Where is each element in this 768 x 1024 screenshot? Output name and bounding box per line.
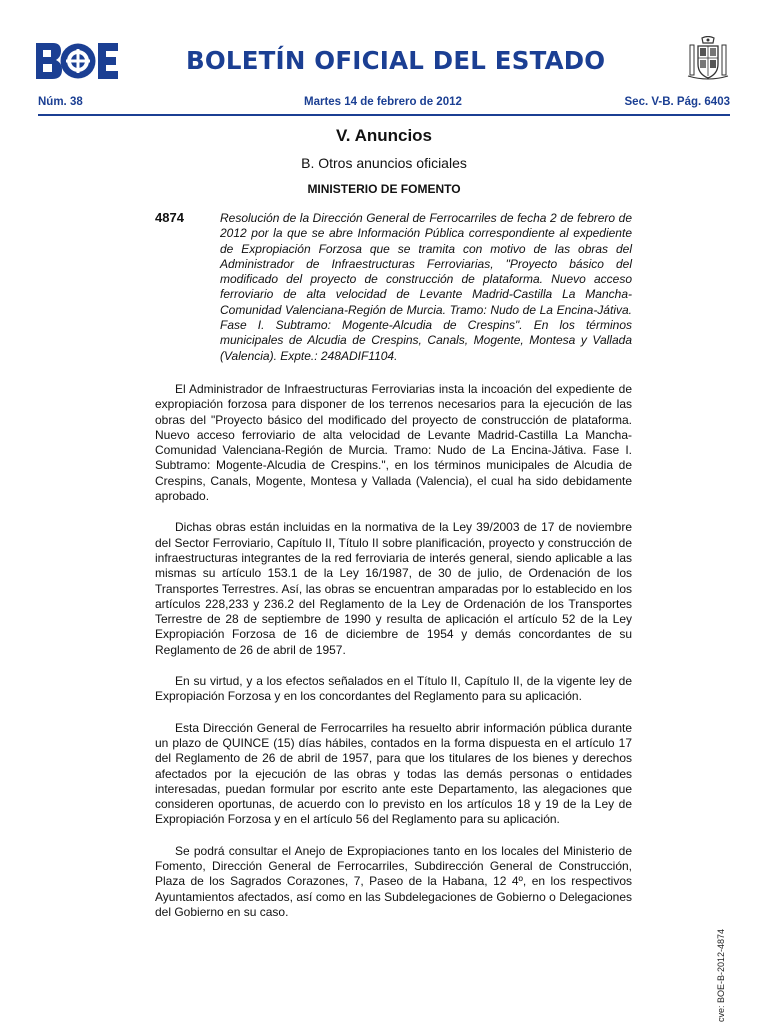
gazette-title: BOLETÍN OFICIAL DEL ESTADO — [186, 46, 606, 75]
section-subtitle: B. Otros anuncios oficiales — [301, 155, 467, 171]
announcement-number: 4874 — [155, 210, 184, 225]
announcement-body — [155, 382, 632, 936]
ministry-heading: MINISTERIO DE FOMENTO — [307, 182, 461, 196]
body-paragraph: En su virtud, y a los efectos señalados en el Título II, Capítulo II, de la vigente ley de Expropiación Forzosa y en los concordantes del Reglamento para su aplicación. — [155, 674, 632, 704]
cve-identifier: cve: BOE-B-2012-4874 — [716, 928, 726, 1022]
body-paragraph: El Administrador de Infraestructuras Ferroviarias insta la incoación del expediente de expropiación forzosa para disponer de los terrenos necesarios para la ejecución de las obras del "Proyecto básico del modificado del proyecto de construcción de plataforma. Nuevo acceso ferroviario de alta velocidad de Levante Madrid-Castilla La Mancha-Comunidad Valenciana-Región de Murcia. Tramo: Nudo de La Encina-Játiva. Fase I. Subtramo: Mogente-Alcudia de Crespins.", en los términos municipales de Alcudia de Crespins, Canals, Mogente, Montesa y Vallada (Valencia), el cual ha sido debidamente aprobado. — [155, 382, 632, 504]
coat-of-arms-icon — [684, 36, 732, 82]
issue-date: Martes 14 de febrero de 2012 — [304, 96, 462, 108]
issue-number: Núm. 38 — [38, 96, 83, 108]
announcement-summary: Resolución de la Dirección General de Ferrocarriles de fecha 2 de febrero de 2012 por la que se abre Información Pública correspondiente al expediente de Expropiación Forzosa que se tramita con motivo de las obras del Administrador de Infraestructuras Ferroviarias, "Proyecto básico del modificado del proyecto de construcción de plataforma. Nuevo acceso ferroviario de alta velocidad de Levante Madrid-Castilla La Mancha-Comunidad Valenciana-Región de Murcia. Tramo: Nudo de La Encina-Játiva. Fase I. Subtramo: Mogente-Alcudia de Crespins". En los términos municipales de Alcudia de Crespins, Canals, Mogente, Montesa y Vallada (Valencia). Expte.: 248ADIF1104. — [220, 211, 632, 363]
body-paragraph: Esta Dirección General de Ferrocarriles ha resuelto abrir información pública durante un plazo de QUINCE (15) días hábiles, contados en la forma dispuesta en el artículo 17 del Reglamento de 26 de abril de 1957, para que los titulares de los bienes y derechos afectados por la ejecución de las obras y todas las demás personas o entidades interesadas, puedan formular por escrito ante este Departamento, las alegaciones que consideren oportunas, de acuerdo con lo previsto en los artículos 18 y 19 de la Ley de Expropiación Forzosa y en el artículo 56 del Reglamento para su aplicación. — [155, 720, 632, 827]
page-header — [0, 0, 768, 92]
section-title: V. Anuncios — [335, 126, 433, 145]
body-paragraph: Se podrá consultar el Anejo de Expropiaciones tanto en los locales del Ministerio de Fomento, Dirección General de Ferrocarriles, Subdirección General de Construcción, Plaza de los Sagrados Corazones, 7, Paseo de la Habana, 12 4º, en los respectivos Ayuntamientos afectados, así como en las Subdelegaciones de Gobierno o Delegaciones del Gobierno en su caso. — [155, 843, 632, 919]
issue-meta-row — [38, 96, 730, 112]
section-page: Sec. V-B. Pág. 6403 — [624, 96, 730, 108]
header-rule — [38, 114, 730, 116]
boe-logo-icon — [36, 43, 118, 79]
body-paragraph: Dichas obras están incluidas en la normativa de la Ley 39/2003 de 17 de noviembre del Sector Ferroviario, Capítulo II, Título II sobre planificación, proyecto y construcción de infraestructuras integrantes de la red ferroviaria de interés general, siendo aplicable a las mismas su artículo 153.1 de la Ley 16/1987, de 30 de julio, de Ordenación de los Transportes Terrestres. Así, las obras se encuentran amparadas por lo establecido en los artículos 228,233 y 236.2 del Reglamento de la Ley de Ordenación de los Transportes Terrestre de 28 de septiembre de 1990 y resulta de aplicación el artículo 52 de la Ley Expropiación Forzosa de 16 de diciembre de 1954 y demás concordantes de su Reglamento de 26 de abril de 1957. — [155, 520, 632, 657]
